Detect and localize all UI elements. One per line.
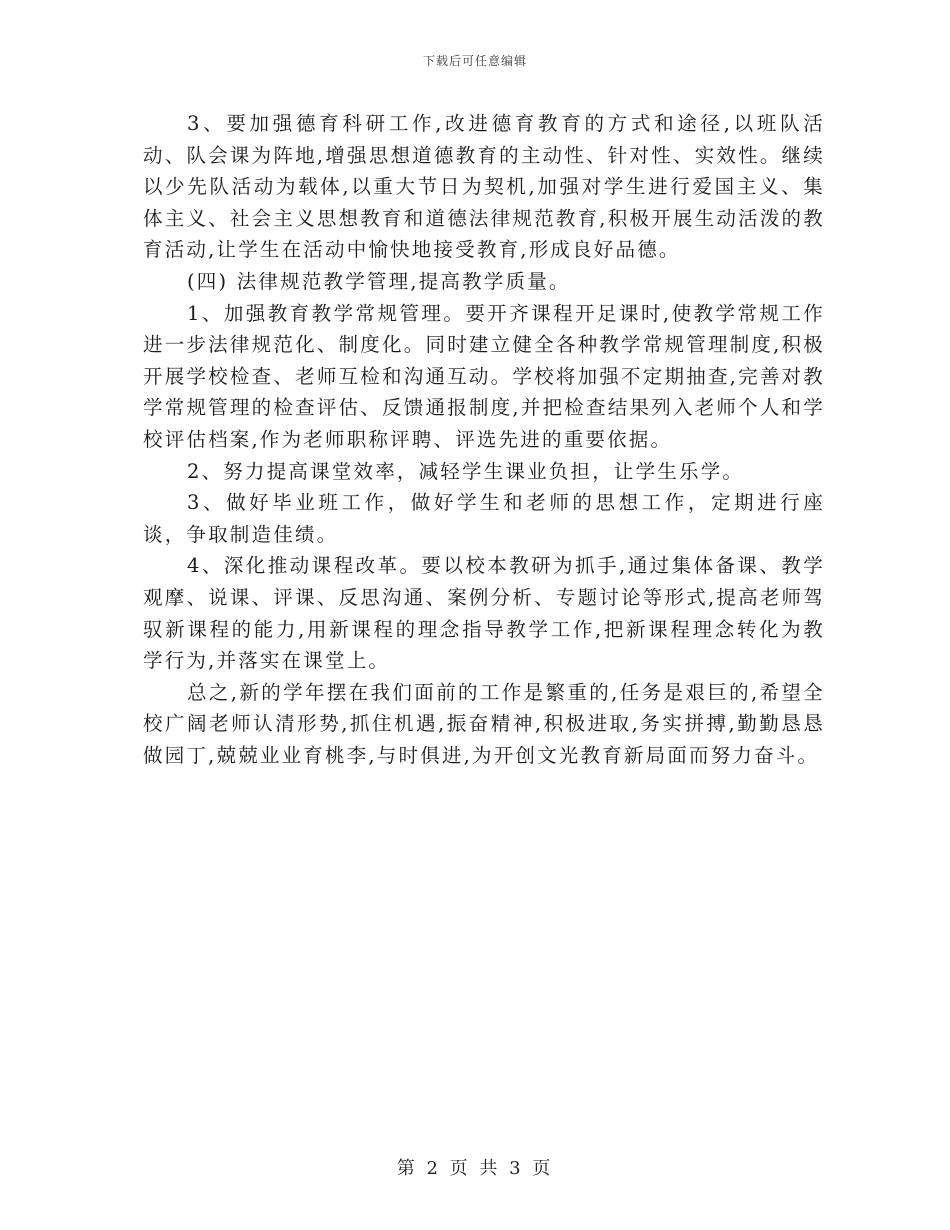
page-header-note: 下载后可任意编辑 xyxy=(422,54,527,68)
document-body xyxy=(143,108,825,771)
paragraph-classroom-efficiency: 2、努力提高课堂效率，减轻学生课业负担，让学生乐学。 xyxy=(187,459,745,483)
section-heading-teaching-management: (四) 法律规范教学管理,提高教学质量。 xyxy=(187,269,571,293)
paragraph-graduating-class: 3、做好毕业班工作，做好学生和老师的思想工作，定期进行座谈，争取制造佳绩。 xyxy=(143,491,825,546)
paragraph-moral-research: 3、要加强德育科研工作,改进德育教育的方式和途径,以班队活动、队会课为阵地,增强思想道德教育的主动性、针对性、实效性。继续以少先队活动为载体,以重大节日为契机,加强对学生进行爱国主义、集体主义、社会主义思想教育和道德法律规范教育,积极开展生动活泼的教育活动,让学生在活动中愉快地接受教育,形成良好品德。 xyxy=(143,112,825,262)
paragraph-conclusion: 总之,新的学年摆在我们面前的工作是繁重的,任务是艰巨的,希望全校广阔老师认清形势,抓住机遇,振奋精神,积极进取,务实拼搏,勤勤恳恳做园丁,兢兢业业育桃李,与时俱进,为开创文光教育新局面而努力奋斗。 xyxy=(143,680,825,767)
paragraph-routine-management: 1、加强教育教学常规管理。要开齐课程开足课时,使教学常规工作进一步法律规范化、制度化。同时建立健全各种教学常规管理制度,积极开展学校检查、老师互检和沟通互动。学校将加强不定期抽查,完善对教学常规管理的检查评估、反馈通报制度,并把检查结果列入老师个人和学校评估档案,作为老师职称评聘、评选先进的重要依据。 xyxy=(143,301,825,451)
page-number: 第 2 页 共 3 页 xyxy=(396,1158,554,1179)
paragraph-curriculum-reform: 4、深化推动课程改革。要以校本教研为抓手,通过集体备课、教学观摩、说课、评课、反思沟通、案例分析、专题讨论等形式,提高老师驾驭新课程的能力,用新课程的理念指导教学工作,把新课程理念转化为教学行为,并落实在课堂上。 xyxy=(143,554,825,673)
